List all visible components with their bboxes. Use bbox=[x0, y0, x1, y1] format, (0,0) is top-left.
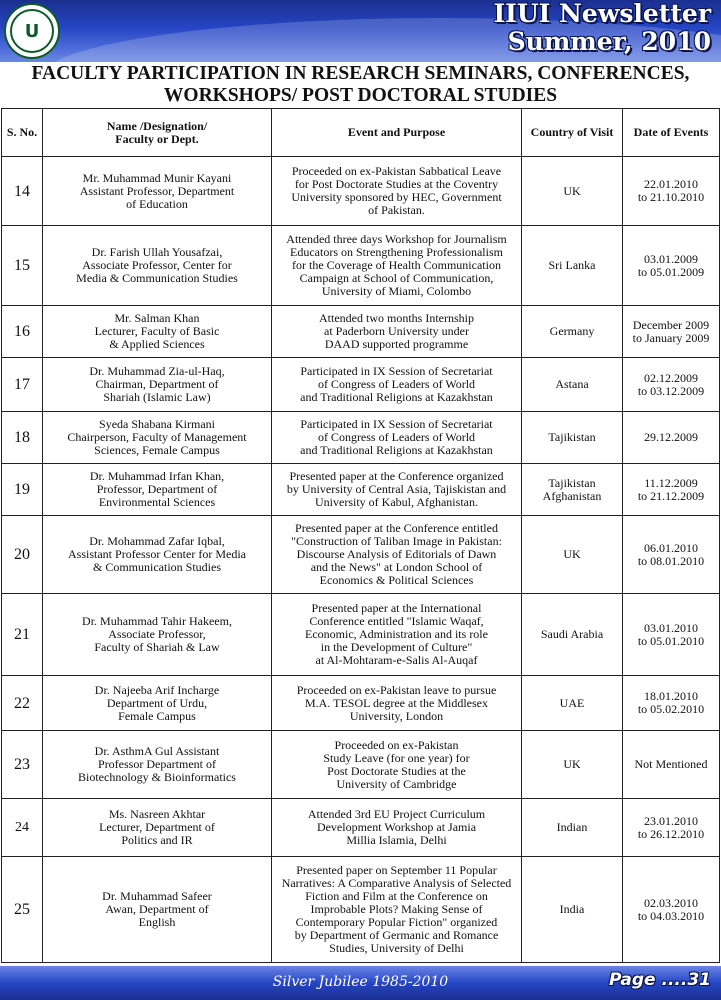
column-header-date: Date of Events bbox=[623, 109, 720, 157]
row-date: 18.01.2010 to 05.02.2010 bbox=[623, 676, 720, 731]
table-row bbox=[2, 676, 720, 731]
row-event: Attended two months Internship at Paderborn University under DAAD supported programme bbox=[272, 306, 522, 358]
column-header-name: Name /Designation/ Faculty or Dept. bbox=[43, 109, 272, 157]
page-heading-line1: FACULTY PARTICIPATION IN RESEARCH SEMINARS, CONFERENCES, bbox=[31, 63, 690, 84]
row-name: Mr. Muhammad Munir Kayani Assistant Professor, Department of Education bbox=[43, 157, 272, 226]
row-sno: 16 bbox=[2, 306, 43, 358]
row-sno: 23 bbox=[2, 731, 43, 799]
table-row bbox=[2, 157, 720, 226]
row-event: Proceeded on ex-Pakistan Sabbatical Leave for Post Doctorate Studies at the Coventry University sponsored by HEC, Government of Pakistan. bbox=[272, 157, 522, 226]
row-name: Dr. Muhammad Irfan Khan, Professor, Department of Environmental Sciences bbox=[43, 464, 272, 516]
table-row bbox=[2, 464, 720, 516]
column-header-country: Country of Visit bbox=[522, 109, 623, 157]
row-date: 03.01.2009 to 05.01.2009 bbox=[623, 226, 720, 306]
row-country: UK bbox=[522, 516, 623, 594]
row-name: Syeda Shabana Kirmani Chairperson, Faculty of Management Sciences, Female Campus bbox=[43, 412, 272, 464]
footer-jubilee-text: Silver Jubilee 1985-2010 bbox=[272, 974, 449, 990]
row-date: December 2009 to January 2009 bbox=[623, 306, 720, 358]
row-date: 23.01.2010 to 26.12.2010 bbox=[623, 799, 720, 857]
row-date: Not Mentioned bbox=[623, 731, 720, 799]
table-row bbox=[2, 358, 720, 412]
row-date: 29.12.2009 bbox=[623, 412, 720, 464]
column-header-sno: S. No. bbox=[2, 109, 43, 157]
university-seal-icon bbox=[4, 3, 60, 59]
faculty-events-table bbox=[1, 108, 720, 963]
row-event: Presented paper at the Conference organized by University of Central Asia, Tajiskistan and University of Kabul, Afghanistan. bbox=[272, 464, 522, 516]
row-name: Dr. Muhammad Zia-ul-Haq, Chairman, Department of Shariah (Islamic Law) bbox=[43, 358, 272, 412]
row-sno: 14 bbox=[2, 157, 43, 226]
row-event: Attended 3rd EU Project Curriculum Development Workshop at Jamia Millia Islamia, Delhi bbox=[272, 799, 522, 857]
row-date: 11.12.2009 to 21.12.2009 bbox=[623, 464, 720, 516]
footer-band bbox=[0, 966, 721, 1000]
table-row bbox=[2, 731, 720, 799]
row-name: Dr. Muhammad Tahir Hakeem, Associate Professor, Faculty of Shariah & Law bbox=[43, 594, 272, 676]
row-date: 02.12.2009 to 03.12.2009 bbox=[623, 358, 720, 412]
page-heading-line2: WORKSHOPS/ POST DOCTORAL STUDIES bbox=[163, 85, 558, 106]
row-country: India bbox=[522, 857, 623, 963]
row-name: Dr. Najeeba Arif Incharge Department of Urdu, Female Campus bbox=[43, 676, 272, 731]
row-event: Proceeded on ex-Pakistan Study Leave (for one year) for Post Doctorate Studies at the University of Cambridge bbox=[272, 731, 522, 799]
seal-glyph: U bbox=[24, 20, 40, 42]
row-sno: 15 bbox=[2, 226, 43, 306]
row-sno: 19 bbox=[2, 464, 43, 516]
table-row bbox=[2, 226, 720, 306]
row-event: Participated in IX Session of Secretariat of Congress of Leaders of World and Traditional Religions at Kazakhstan bbox=[272, 358, 522, 412]
newsletter-title bbox=[493, 0, 711, 56]
table-header-row bbox=[2, 109, 720, 157]
row-sno: 17 bbox=[2, 358, 43, 412]
row-date: 02.03.2010 to 04.03.2010 bbox=[623, 857, 720, 963]
table-row bbox=[2, 306, 720, 358]
row-date: 03.01.2010 to 05.01.2010 bbox=[623, 594, 720, 676]
row-event: Participated in IX Session of Secretariat of Congress of Leaders of World and Traditional Religions at Kazakhstan bbox=[272, 412, 522, 464]
newsletter-issue: Summer, 2010 bbox=[507, 27, 711, 56]
row-country: Tajikistan bbox=[522, 412, 623, 464]
row-country: Indian bbox=[522, 799, 623, 857]
seal-ring bbox=[10, 9, 54, 53]
row-country: UK bbox=[522, 731, 623, 799]
row-name: Mr. Salman Khan Lecturer, Faculty of Basic & Applied Sciences bbox=[43, 306, 272, 358]
row-event: Proceeded on ex-Pakistan leave to pursue M.A. TESOL degree at the Middlesex University, London bbox=[272, 676, 522, 731]
table-row bbox=[2, 799, 720, 857]
row-country: Astana bbox=[522, 358, 623, 412]
row-name: Dr. Mohammad Zafar Iqbal, Assistant Professor Center for Media & Communication Studies bbox=[43, 516, 272, 594]
row-sno: 25 bbox=[2, 857, 43, 963]
row-country: UAE bbox=[522, 676, 623, 731]
table-row bbox=[2, 412, 720, 464]
row-name: Ms. Nasreen Akhtar Lecturer, Department of Politics and IR bbox=[43, 799, 272, 857]
page-heading bbox=[0, 63, 721, 107]
row-event: Attended three days Workshop for Journalism Educators on Strengthening Professionalism for the Coverage of Health Communication Campaign at School of Communication, University of Miami, Colombo bbox=[272, 226, 522, 306]
row-country: Saudi Arabia bbox=[522, 594, 623, 676]
row-event: Presented paper at the International Conference entitled "Islamic Waqaf, Economic, Administration and its role in the Development of Culture" at Al-Mohtaram-e-Salis Al-Auqaf bbox=[272, 594, 522, 676]
row-name: Dr. Muhammad Safeer Awan, Department of English bbox=[43, 857, 272, 963]
row-name: Dr. Farish Ullah Yousafzai, Associate Professor, Center for Media & Communication Studies bbox=[43, 226, 272, 306]
row-date: 06.01.2010 to 08.01.2010 bbox=[623, 516, 720, 594]
row-event: Presented paper at the Conference entitled "Construction of Taliban Image in Pakistan: Discourse Analysis of Editorials of Dawn and the News" at London School of Economics & Political Sciences bbox=[272, 516, 522, 594]
row-country: Germany bbox=[522, 306, 623, 358]
table-row bbox=[2, 594, 720, 676]
row-sno: 22 bbox=[2, 676, 43, 731]
table-row bbox=[2, 857, 720, 963]
row-sno: 24 bbox=[2, 799, 43, 857]
row-country: Tajikistan Afghanistan bbox=[522, 464, 623, 516]
row-sno: 20 bbox=[2, 516, 43, 594]
row-country: Sri Lanka bbox=[522, 226, 623, 306]
column-header-event: Event and Purpose bbox=[272, 109, 522, 157]
table-row bbox=[2, 516, 720, 594]
row-sno: 21 bbox=[2, 594, 43, 676]
row-sno: 18 bbox=[2, 412, 43, 464]
row-country: UK bbox=[522, 157, 623, 226]
row-name: Dr. AsthmA Gul Assistant Professor Department of Biotechnology & Bioinformatics bbox=[43, 731, 272, 799]
page-number: Page ....31 bbox=[609, 970, 711, 990]
row-event: Presented paper on September 11 Popular Narratives: A Comparative Analysis of Selected Fiction and Film at the Conference on Improbable Plots? Making Sense of Contemporary Popular Fiction" organized by Department of Germanic and Romance Studies, University of Delhi bbox=[272, 857, 522, 963]
header-band bbox=[0, 0, 721, 62]
newsletter-name: IIUI Newsletter bbox=[493, 0, 711, 28]
row-date: 22.01.2010 to 21.10.2010 bbox=[623, 157, 720, 226]
